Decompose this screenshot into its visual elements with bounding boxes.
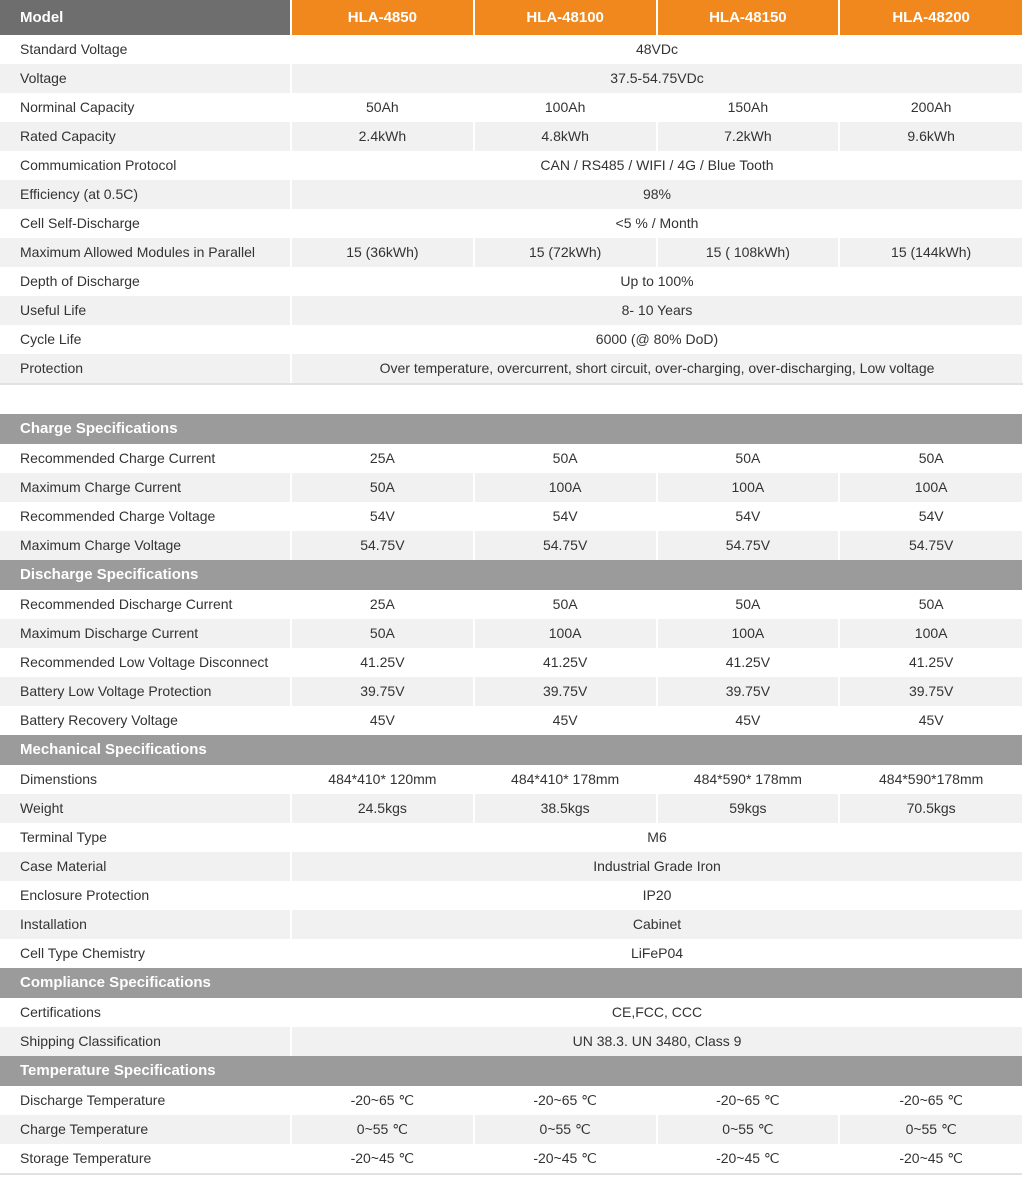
spec-label: Commumication Protocol xyxy=(0,151,291,180)
model-header-hla-4850: HLA-4850 xyxy=(291,0,474,35)
spec-value: 484*590*178mm xyxy=(839,765,1022,794)
spec-row-commumication-protocol xyxy=(0,151,1022,180)
spec-label: Useful Life xyxy=(0,296,291,325)
section-title: Charge Specifications xyxy=(0,414,1022,444)
spec-value: 54.75V xyxy=(657,531,840,560)
spec-value-all-models: Over temperature, overcurrent, short circuit, over-charging, over-discharging, Low voltage xyxy=(291,354,1022,383)
spec-value: 150Ah xyxy=(657,93,840,122)
spec-value: 0~55 ℃ xyxy=(657,1115,840,1144)
spec-value: 45V xyxy=(474,706,657,735)
spec-value: 45V xyxy=(839,706,1022,735)
spec-value: 0~55 ℃ xyxy=(291,1115,474,1144)
spec-value-all-models: Up to 100% xyxy=(291,267,1022,296)
spec-label: Depth of Discharge xyxy=(0,267,291,296)
spec-value: 41.25V xyxy=(291,648,474,677)
spec-value: 41.25V xyxy=(839,648,1022,677)
spec-value: 50A xyxy=(839,590,1022,619)
spec-value: 100A xyxy=(657,473,840,502)
spec-row-enclosure-protection xyxy=(0,881,1022,910)
spec-value: -20~65 ℃ xyxy=(291,1086,474,1115)
spec-value: 39.75V xyxy=(291,677,474,706)
spec-row-recommended-low-voltage-disconnect xyxy=(0,648,1022,677)
spec-label: Maximum Allowed Modules in Parallel xyxy=(0,238,291,267)
spec-value: 15 ( 108kWh) xyxy=(657,238,840,267)
spec-row-useful-life xyxy=(0,296,1022,325)
spec-row-recommended-charge-current xyxy=(0,444,1022,473)
spec-row-terminal-type xyxy=(0,823,1022,852)
spec-value-all-models: LiFeP04 xyxy=(291,939,1022,968)
spec-row-case-material xyxy=(0,852,1022,881)
spec-label: Voltage xyxy=(0,64,291,93)
spec-label: Battery Recovery Voltage xyxy=(0,706,291,735)
section-gap xyxy=(0,383,1023,414)
model-header-label: Model xyxy=(0,0,291,35)
spec-label: Recommended Discharge Current xyxy=(0,590,291,619)
spec-label: Certifications xyxy=(0,998,291,1027)
spec-value: 50A xyxy=(657,444,840,473)
spec-value-all-models: Industrial Grade Iron xyxy=(291,852,1022,881)
spec-row-installation xyxy=(0,910,1022,939)
model-header-hla-48100: HLA-48100 xyxy=(474,0,657,35)
spec-value-all-models: 8- 10 Years xyxy=(291,296,1022,325)
spec-value: 50A xyxy=(657,590,840,619)
spec-value: 9.6kWh xyxy=(839,122,1022,151)
section-header-temperature xyxy=(0,1056,1022,1086)
section-header-compliance xyxy=(0,968,1022,998)
spec-label: Storage Temperature xyxy=(0,1144,291,1173)
spec-value: 7.2kWh xyxy=(657,122,840,151)
model-header-row xyxy=(0,0,1022,35)
spec-label: Weight xyxy=(0,794,291,823)
spec-label: Maximum Discharge Current xyxy=(0,619,291,648)
spec-value: 484*590* 178mm xyxy=(657,765,840,794)
section-title: Mechanical Specifications xyxy=(0,735,1022,765)
spec-value: 54V xyxy=(657,502,840,531)
spec-value: 0~55 ℃ xyxy=(839,1115,1022,1144)
spec-label: Shipping Classification xyxy=(0,1027,291,1056)
spec-value: 70.5kgs xyxy=(839,794,1022,823)
spec-value: -20~45 ℃ xyxy=(474,1144,657,1173)
model-header-hla-48200: HLA-48200 xyxy=(839,0,1022,35)
spec-value: 39.75V xyxy=(657,677,840,706)
spec-value-all-models: 37.5-54.75VDc xyxy=(291,64,1022,93)
spec-row-recommended-discharge-current xyxy=(0,590,1022,619)
section-title: Temperature Specifications xyxy=(0,1056,1022,1086)
spec-value-all-models: <5 % / Month xyxy=(291,209,1022,238)
spec-row-protection xyxy=(0,354,1022,383)
spec-row-storage-temperature xyxy=(0,1144,1022,1173)
spec-value: 39.75V xyxy=(474,677,657,706)
spec-value: 54V xyxy=(839,502,1022,531)
spec-row-cell-self-discharge xyxy=(0,209,1022,238)
spec-value: 100Ah xyxy=(474,93,657,122)
spec-value: 50A xyxy=(291,473,474,502)
spec-label: Charge Temperature xyxy=(0,1115,291,1144)
spec-label: Recommended Low Voltage Disconnect xyxy=(0,648,291,677)
spec-value: -20~65 ℃ xyxy=(839,1086,1022,1115)
spec-value-all-models: 98% xyxy=(291,180,1022,209)
spec-label: Case Material xyxy=(0,852,291,881)
spec-row-depth-of-discharge xyxy=(0,267,1022,296)
spec-row-rated-capacity xyxy=(0,122,1022,151)
spec-value: 54.75V xyxy=(474,531,657,560)
spec-row-weight xyxy=(0,794,1022,823)
spec-value: 45V xyxy=(291,706,474,735)
spec-value: 24.5kgs xyxy=(291,794,474,823)
spec-value: 100A xyxy=(474,619,657,648)
spec-value: 25A xyxy=(291,590,474,619)
spec-row-maximum-charge-voltage xyxy=(0,531,1022,560)
spec-row-cycle-life xyxy=(0,325,1022,354)
spec-value: 50A xyxy=(474,444,657,473)
general-spec-table xyxy=(0,0,1022,383)
spec-label: Efficiency (at 0.5C) xyxy=(0,180,291,209)
spec-row-discharge-temperature xyxy=(0,1086,1022,1115)
spec-value: 4.8kWh xyxy=(474,122,657,151)
spec-row-maximum-charge-current xyxy=(0,473,1022,502)
spec-label: Norminal Capacity xyxy=(0,93,291,122)
spec-value: 54.75V xyxy=(291,531,474,560)
spec-value: 100A xyxy=(657,619,840,648)
spec-value: 50Ah xyxy=(291,93,474,122)
table-bottom-rule xyxy=(0,1173,1022,1175)
spec-row-battery-recovery-voltage xyxy=(0,706,1022,735)
spec-value: 2.4kWh xyxy=(291,122,474,151)
spec-value: 0~55 ℃ xyxy=(474,1115,657,1144)
spec-value: 54.75V xyxy=(839,531,1022,560)
section-title: Compliance Specifications xyxy=(0,968,1022,998)
spec-label: Cell Type Chemistry xyxy=(0,939,291,968)
spec-label: Terminal Type xyxy=(0,823,291,852)
spec-value: -20~45 ℃ xyxy=(839,1144,1022,1173)
spec-value: 54V xyxy=(291,502,474,531)
spec-label: Installation xyxy=(0,910,291,939)
spec-value: 100A xyxy=(839,473,1022,502)
spec-value-all-models: 6000 (@ 80% DoD) xyxy=(291,325,1022,354)
section-title: Discharge Specifications xyxy=(0,560,1022,590)
spec-value: 59kgs xyxy=(657,794,840,823)
spec-value-all-models: 48VDc xyxy=(291,35,1022,64)
spec-row-shipping-classification xyxy=(0,1027,1022,1056)
spec-value: 100A xyxy=(474,473,657,502)
spec-label: Cycle Life xyxy=(0,325,291,354)
spec-value: -20~65 ℃ xyxy=(657,1086,840,1115)
spec-label: Rated Capacity xyxy=(0,122,291,151)
spec-label: Protection xyxy=(0,354,291,383)
spec-value: 41.25V xyxy=(657,648,840,677)
spec-label: Battery Low Voltage Protection xyxy=(0,677,291,706)
spec-label: Standard Voltage xyxy=(0,35,291,64)
detail-spec-table xyxy=(0,414,1022,1173)
spec-value: 25A xyxy=(291,444,474,473)
spec-label: Enclosure Protection xyxy=(0,881,291,910)
spec-value: 39.75V xyxy=(839,677,1022,706)
spec-value: 100A xyxy=(839,619,1022,648)
spec-label: Recommended Charge Voltage xyxy=(0,502,291,531)
spec-value: 50A xyxy=(291,619,474,648)
spec-value: -20~45 ℃ xyxy=(657,1144,840,1173)
spec-value: 54V xyxy=(474,502,657,531)
spec-row-cell-type-chemistry xyxy=(0,939,1022,968)
spec-value-all-models: CAN / RS485 / WIFI / 4G / Blue Tooth xyxy=(291,151,1022,180)
spec-value-all-models: UN 38.3. UN 3480, Class 9 xyxy=(291,1027,1022,1056)
spec-value: 50A xyxy=(839,444,1022,473)
spec-label: Dimenstions xyxy=(0,765,291,794)
spec-value-all-models: CE,FCC, CCC xyxy=(291,998,1022,1027)
spec-row-charge-temperature xyxy=(0,1115,1022,1144)
spec-value: -20~65 ℃ xyxy=(474,1086,657,1115)
spec-row-certifications xyxy=(0,998,1022,1027)
spec-label: Discharge Temperature xyxy=(0,1086,291,1115)
spec-value: 41.25V xyxy=(474,648,657,677)
section-header-discharge xyxy=(0,560,1022,590)
spec-row-battery-low-voltage-protection xyxy=(0,677,1022,706)
section-header-mechanical xyxy=(0,735,1022,765)
spec-row-efficiency-at-0-5c xyxy=(0,180,1022,209)
spec-value: -20~45 ℃ xyxy=(291,1144,474,1173)
section-header-charge xyxy=(0,414,1022,444)
spec-row-norminal-capacity xyxy=(0,93,1022,122)
spec-label: Cell Self-Discharge xyxy=(0,209,291,238)
spec-row-maximum-allowed-modules-in-parallel xyxy=(0,238,1022,267)
spec-value: 15 (36kWh) xyxy=(291,238,474,267)
spec-value: 484*410* 178mm xyxy=(474,765,657,794)
spec-value: 50A xyxy=(474,590,657,619)
spec-value: 200Ah xyxy=(839,93,1022,122)
spec-value-all-models: M6 xyxy=(291,823,1022,852)
spec-row-maximum-discharge-current xyxy=(0,619,1022,648)
spec-value: 38.5kgs xyxy=(474,794,657,823)
spec-value: 45V xyxy=(657,706,840,735)
spec-label: Maximum Charge Voltage xyxy=(0,531,291,560)
spec-row-recommended-charge-voltage xyxy=(0,502,1022,531)
spec-label: Maximum Charge Current xyxy=(0,473,291,502)
spec-row-voltage xyxy=(0,64,1022,93)
spec-value-all-models: IP20 xyxy=(291,881,1022,910)
spec-value: 484*410* 120mm xyxy=(291,765,474,794)
spec-label: Recommended Charge Current xyxy=(0,444,291,473)
spec-row-dimenstions xyxy=(0,765,1022,794)
spec-value: 15 (72kWh) xyxy=(474,238,657,267)
spec-row-standard-voltage xyxy=(0,35,1022,64)
model-header-hla-48150: HLA-48150 xyxy=(657,0,840,35)
spec-value: 15 (144kWh) xyxy=(839,238,1022,267)
spec-value-all-models: Cabinet xyxy=(291,910,1022,939)
